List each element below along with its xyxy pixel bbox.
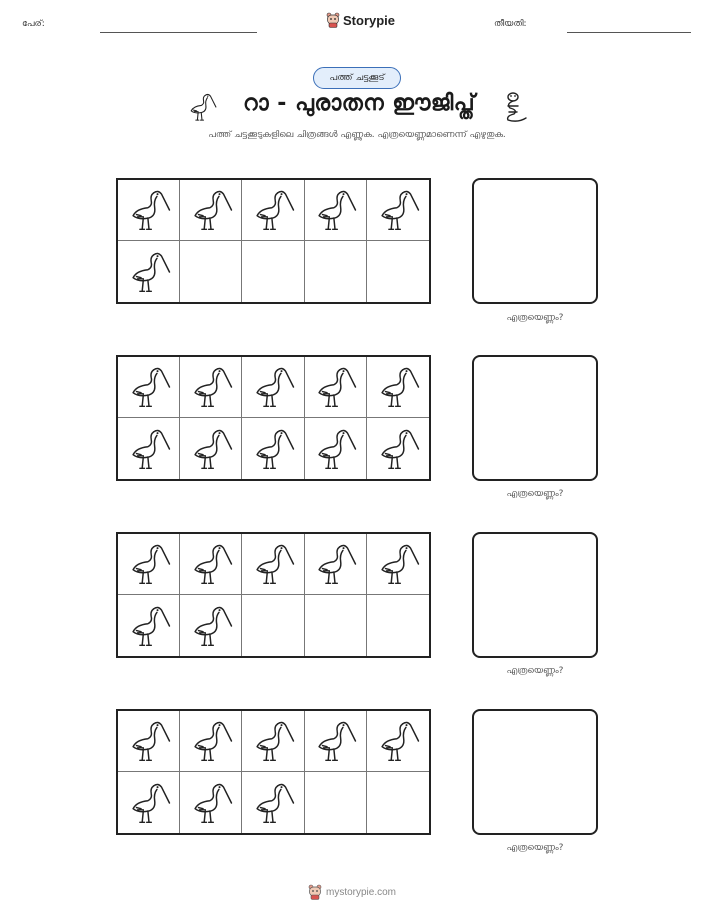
frame-cell <box>367 595 429 656</box>
ibis-icon <box>126 539 172 589</box>
frame-cell <box>118 534 180 595</box>
frame-cell <box>305 772 367 833</box>
frame-cell <box>180 711 242 772</box>
frame-cell <box>180 772 242 833</box>
answer-box-1[interactable] <box>472 178 598 304</box>
mascot-icon <box>326 12 340 28</box>
ibis-icon <box>188 539 234 589</box>
question-label-3: എത്രയെണ്ണം? <box>506 666 564 676</box>
frame-cell <box>242 595 304 656</box>
frame-cell <box>305 534 367 595</box>
ten-frame-4 <box>116 709 431 835</box>
ibis-icon <box>250 185 296 235</box>
frame-cell <box>242 357 304 418</box>
instructions: പത്ത് ചട്ടക്കൂടുകളിലെ ചിത്രങ്ങൾ എണ്ണുക. എത്രയെണ്ണമാണെന്ന് എഴുതുക. <box>208 130 506 140</box>
frame-cell <box>367 180 429 241</box>
frame-cell <box>180 180 242 241</box>
frame-cell <box>367 772 429 833</box>
ibis-icon <box>250 362 296 412</box>
ibis-icon <box>312 185 358 235</box>
frame-cell <box>242 180 304 241</box>
answer-box-3[interactable] <box>472 532 598 658</box>
frame-cell <box>242 534 304 595</box>
ibis-icon <box>188 716 234 766</box>
frame-cell <box>367 357 429 418</box>
frame-cell <box>367 418 429 479</box>
frame-cell <box>242 241 304 302</box>
snake-icon <box>496 90 530 124</box>
question-label-4: എത്രയെണ്ണം? <box>506 843 564 853</box>
ibis-icon <box>250 716 296 766</box>
footer <box>308 884 396 900</box>
ibis-icon <box>188 778 234 828</box>
frame-cell <box>180 241 242 302</box>
ibis-icon <box>250 539 296 589</box>
ibis-icon <box>126 247 172 297</box>
ibis-icon <box>126 362 172 412</box>
ten-frame-3 <box>116 532 431 658</box>
ibis-icon <box>188 185 234 235</box>
ibis-icon <box>375 362 421 412</box>
frame-cell <box>242 711 304 772</box>
ibis-icon <box>126 185 172 235</box>
frame-cell <box>367 241 429 302</box>
ten-frame-1 <box>116 178 431 304</box>
frame-cell <box>118 357 180 418</box>
footer-url[interactable]: mystorypie.com <box>326 886 397 898</box>
ibis-icon <box>126 716 172 766</box>
ibis-icon <box>375 539 421 589</box>
frame-cell <box>305 241 367 302</box>
frame-cell <box>118 180 180 241</box>
frame-cell <box>118 711 180 772</box>
worksheet-badge: പത്ത് ചട്ടക്കൂട് <box>313 67 401 89</box>
mascot-icon <box>308 884 322 900</box>
ibis-icon <box>375 424 421 474</box>
ibis-icon <box>375 716 421 766</box>
date-label: തീയതി: <box>494 19 527 29</box>
ibis-icon <box>188 601 234 651</box>
frame-cell <box>118 418 180 479</box>
ibis-icon <box>312 716 358 766</box>
frame-cell <box>118 241 180 302</box>
storypie-logo <box>326 12 395 28</box>
frame-cell <box>305 711 367 772</box>
ibis-icon <box>250 424 296 474</box>
ibis-icon <box>312 539 358 589</box>
answer-box-2[interactable] <box>472 355 598 481</box>
question-label-1: എത്രയെണ്ണം? <box>506 313 564 323</box>
ibis-icon <box>312 424 358 474</box>
question-label-2: എത്രയെണ്ണം? <box>506 489 564 499</box>
frame-cell <box>180 595 242 656</box>
ibis-icon <box>126 778 172 828</box>
ibis-icon <box>188 362 234 412</box>
frame-cell <box>305 180 367 241</box>
ibis-icon <box>312 362 358 412</box>
frame-cell <box>305 418 367 479</box>
ten-frame-2 <box>116 355 431 481</box>
date-line[interactable] <box>567 32 691 33</box>
frame-cell <box>242 772 304 833</box>
name-line[interactable] <box>100 32 257 33</box>
answer-box-4[interactable] <box>472 709 598 835</box>
frame-cell <box>180 534 242 595</box>
frame-cell <box>367 534 429 595</box>
ibis-icon <box>126 601 172 651</box>
brand-name: Storypie <box>343 12 396 28</box>
ibis-icon <box>250 778 296 828</box>
frame-cell <box>367 711 429 772</box>
frame-cell <box>305 357 367 418</box>
frame-cell <box>180 418 242 479</box>
frame-cell <box>180 357 242 418</box>
page-title: റാ - പുരാതന ഈജിപ്ത് <box>242 91 476 116</box>
ibis-icon <box>375 185 421 235</box>
frame-cell <box>118 595 180 656</box>
name-label: പേര്: <box>22 19 45 29</box>
ibis-icon <box>185 90 219 124</box>
frame-cell <box>242 418 304 479</box>
frame-cell <box>118 772 180 833</box>
ibis-icon <box>188 424 234 474</box>
ibis-icon <box>126 424 172 474</box>
frame-cell <box>305 595 367 656</box>
